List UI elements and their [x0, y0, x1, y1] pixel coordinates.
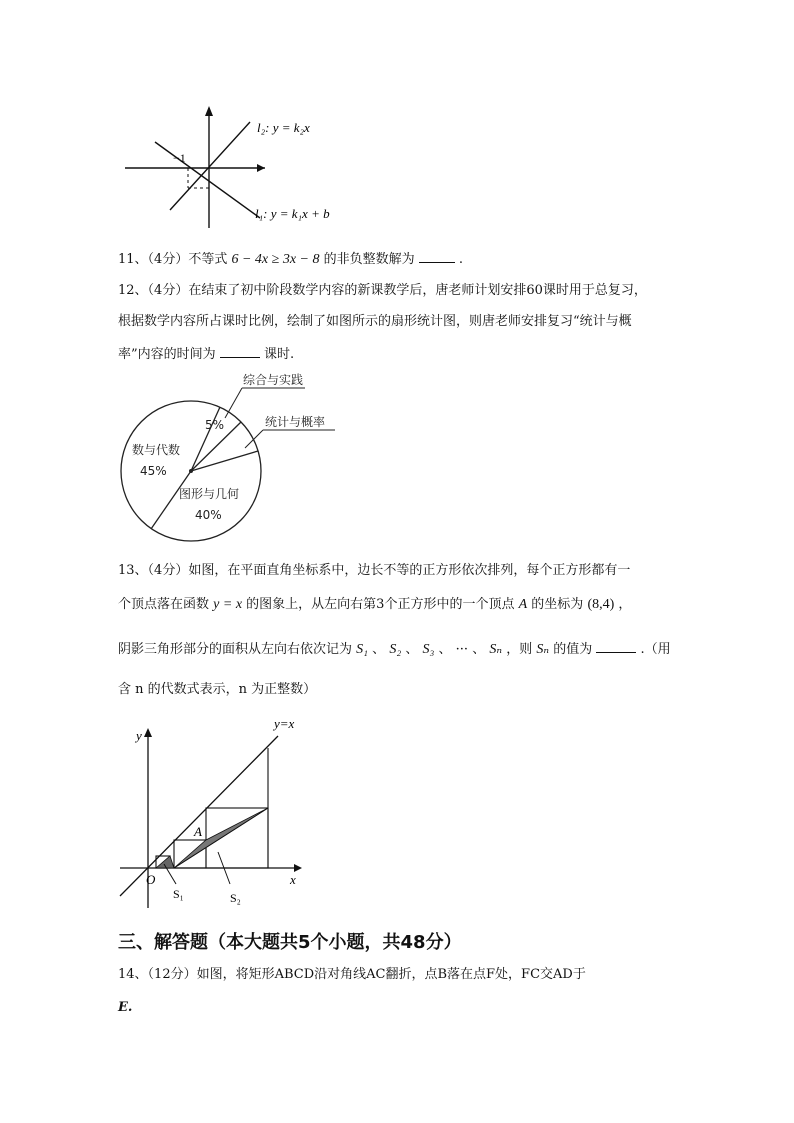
question-14-line2: E. [118, 1000, 133, 1015]
q12-answer-blank[interactable] [220, 345, 260, 358]
question-12-line3 [118, 345, 294, 363]
q13-function: y = x [213, 597, 243, 612]
question-14-line1: 14、（12分）如图，将矩形ABCD沿对角线AC翻折，点B落在点F处，FC交AD于 [118, 967, 586, 982]
pie-label-tuxing: 图形与几何 [179, 487, 240, 501]
question-12-line2: 根据数学内容所占课时比例，绘制了如图所示的扇形统计图，则唐老师安排复习“统计与概 [118, 314, 632, 329]
question-13-line3 [118, 640, 671, 658]
fig1-line-l1 [155, 142, 260, 218]
q13-line3-d: .（用 [640, 642, 671, 657]
fig3-S2-label: S₂ [230, 891, 241, 905]
fig3-S1-label: S₁ [173, 887, 184, 901]
q13-line2-b: 的图象上，从左向右第3个正方形中的一个顶点 [246, 597, 515, 612]
fig3-x-arrow [294, 864, 302, 872]
pie-label-shuyu-pct: 45% [140, 464, 167, 478]
q13-sep4: 、 [472, 642, 486, 657]
fig1-x-arrow [257, 164, 265, 172]
q13-line3-a: 阴影三角形部分的面积从左向右依次记为 [118, 642, 353, 657]
q13-line2-c: 的坐标为 [531, 597, 584, 612]
fig3-line-label: y=x [274, 716, 295, 731]
pie-center-dot [189, 469, 193, 473]
q13-vertex-A: A [518, 597, 528, 612]
q13-dots: ··· [455, 642, 469, 657]
fig1-l2-label: l₂: y = k₂x [257, 120, 310, 135]
q13-s1: S₁ [356, 642, 369, 657]
fig1-l1-label: l₁: y = k₁x + b [255, 206, 330, 221]
q13-sep3: 、 [438, 642, 452, 657]
question-13-line2 [118, 597, 631, 613]
q13-answer-blank[interactable] [596, 640, 636, 653]
q13-s3: S₃ [422, 642, 435, 657]
fig3-y-arrow [144, 728, 152, 737]
q11-prefix: 11、（4分）不等式 [118, 252, 228, 267]
pie-label-zonghe-pct: 5% [205, 418, 225, 432]
pie-callout-line-2 [245, 430, 263, 448]
pie-divider-2 [191, 407, 220, 471]
fig3-A-label: A [194, 824, 202, 839]
q13-line3-c: 的值为 [553, 642, 593, 657]
fig-squares-graph [110, 712, 310, 912]
q13-sn: Sₙ [489, 642, 503, 657]
q13-coordinate: (8,4) [587, 597, 615, 612]
fig3-y-label: y [136, 728, 142, 743]
question-13-line1: 13、（4分）如图，在平面直角坐标系中，边长不等的正方形依次排列，每个正方形都有一 [118, 563, 631, 578]
q13-line2-a: 个顶点落在函数 [118, 597, 210, 612]
q11-inequality: 6 − 4x ≥ 3x − 8 [231, 252, 320, 267]
fig-pie-chart [115, 368, 345, 543]
question-11 [118, 250, 463, 268]
question-12-line1: 12、（4分）在结束了初中阶段数学内容的新课教学后，唐老师计划安排60课时用于总复习， [118, 283, 647, 298]
q13-s2: S₂ [389, 642, 402, 657]
question-13-line4: 含 n 的代数式表示，n 为正整数） [118, 682, 317, 697]
pie-label-tuxing-pct: 40% [195, 508, 222, 522]
q11-suffix: 的非负整数解为 [323, 252, 415, 267]
pie-callout-line-1 [225, 388, 242, 418]
q13-line2-d: ， [618, 597, 632, 612]
q13-line3-b: ，则 [506, 642, 533, 657]
fig1-minus1-label: −1 [173, 151, 186, 165]
q13-sep1: 、 [372, 642, 386, 657]
fig-two-lines [115, 100, 345, 230]
pie-label-tongji: 统计与概率 [265, 415, 326, 429]
q13-sn-2: Sₙ [536, 642, 550, 657]
q12-line3-a: 率”内容的时间为 [118, 347, 216, 362]
q11-answer-blank[interactable] [419, 250, 455, 263]
fig1-y-arrow [205, 106, 213, 116]
fig3-origin-label: O [146, 872, 156, 887]
section-3-title: 三、解答题（本大题共5个小题，共48分） [118, 932, 462, 953]
fig1-line-l2 [170, 122, 250, 210]
pie-label-shuyu: 数与代数 [132, 443, 181, 457]
pie-label-zonghe: 综合与实践 [243, 373, 304, 387]
q12-line3-b: 课时. [263, 347, 295, 362]
q13-sep2: 、 [405, 642, 419, 657]
q11-end: . [458, 252, 464, 267]
fig3-x-label: x [290, 872, 296, 887]
